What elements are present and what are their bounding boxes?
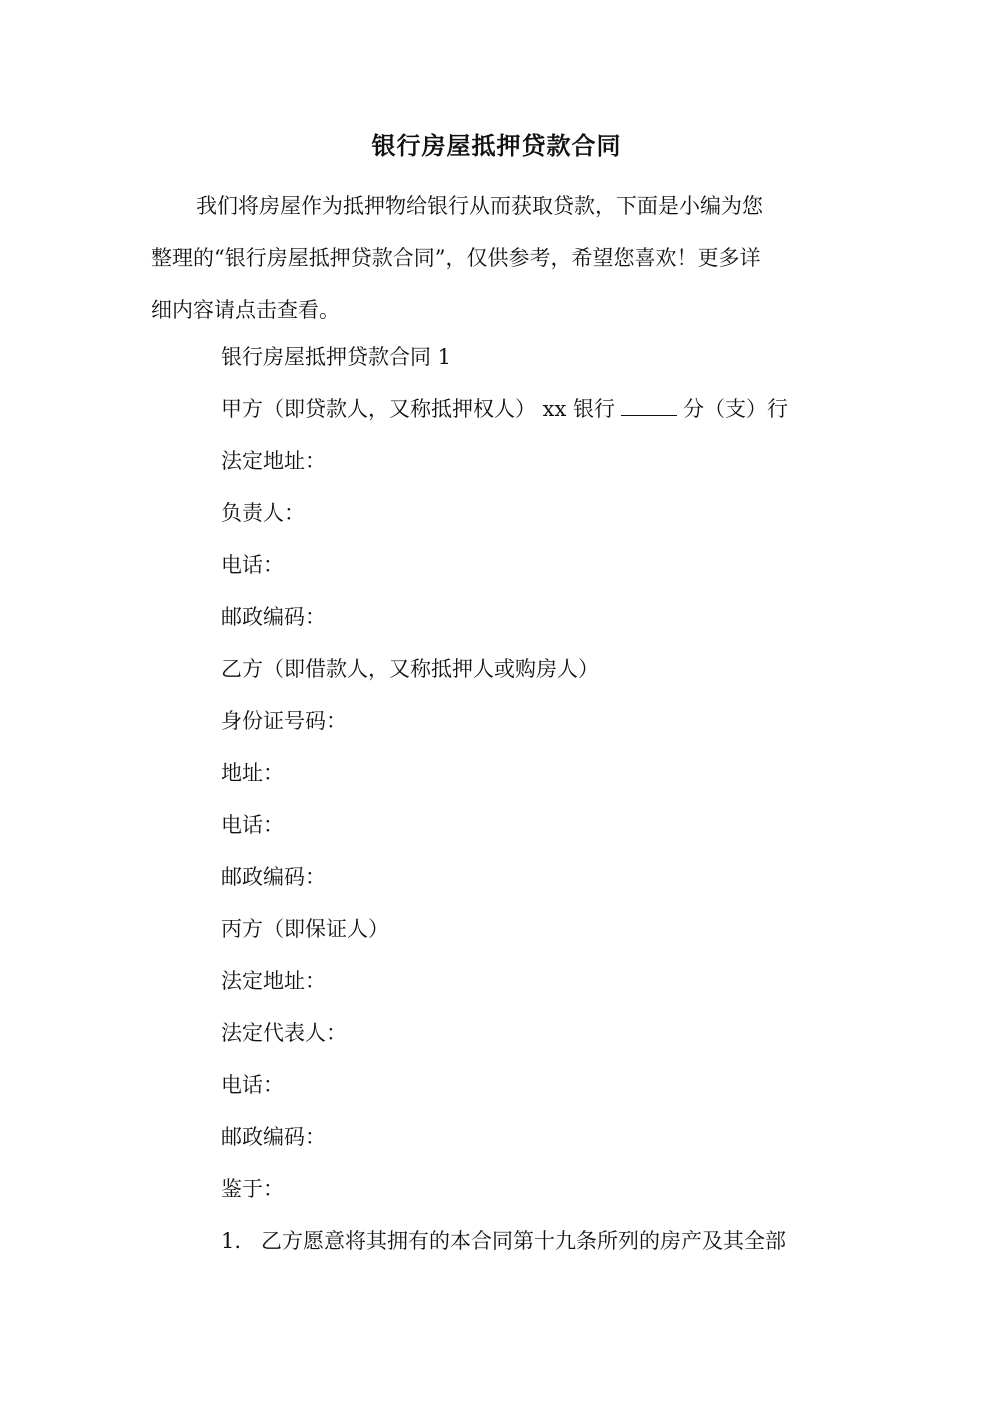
party-a-postcode-label: 邮政编码： <box>221 605 326 629</box>
party-c-rep-label: 法定代表人： <box>221 1021 347 1045</box>
party-a-address-label: 法定地址： <box>221 449 326 473</box>
party-a-suffix: 分（支）行 <box>683 397 789 421</box>
intro-line: 整理的“银行房屋抵押贷款合同”，仅供参考，希望您喜欢！更多详 <box>151 246 761 270</box>
party-b-postcode-label: 邮政编码： <box>221 865 326 889</box>
party-b-id-label: 身份证号码： <box>221 709 347 733</box>
party-a-line <box>221 383 841 435</box>
party-c-address-label: 法定地址： <box>221 969 326 993</box>
party-b-line: 乙方（即借款人，又称抵押人或购房人） <box>221 657 599 681</box>
contract-body <box>221 331 841 1267</box>
party-c-postcode-label: 邮政编码： <box>221 1125 326 1149</box>
contract-heading: 银行房屋抵押贷款合同 1 <box>221 345 452 369</box>
fill-in-blank <box>621 395 677 416</box>
party-b-phone-label: 电话： <box>221 813 284 837</box>
clause-item <box>221 1215 841 1267</box>
whereas-label: 鉴于： <box>221 1177 284 1201</box>
intro-paragraph <box>151 180 831 336</box>
party-b-address-label: 地址： <box>221 761 284 785</box>
clause-number: 1. <box>221 1229 242 1253</box>
intro-line: 细内容请点击查看。 <box>151 298 340 322</box>
party-a-prefix: 甲方（即贷款人，又称抵押权人） xx 银行 <box>221 397 616 421</box>
document-title: 银行房屋抵押贷款合同 <box>371 131 622 160</box>
party-a-phone-label: 电话： <box>221 553 284 577</box>
clause-text: 乙方愿意将其拥有的本合同第十九条所列的房产及其全部 <box>261 1229 786 1253</box>
party-c-line: 丙方（即保证人） <box>221 917 389 941</box>
party-a-person-label: 负责人： <box>221 501 305 525</box>
party-c-phone-label: 电话： <box>221 1073 284 1097</box>
intro-line: 我们将房屋作为抵押物给银行从而获取贷款，下面是小编为您 <box>196 194 763 218</box>
